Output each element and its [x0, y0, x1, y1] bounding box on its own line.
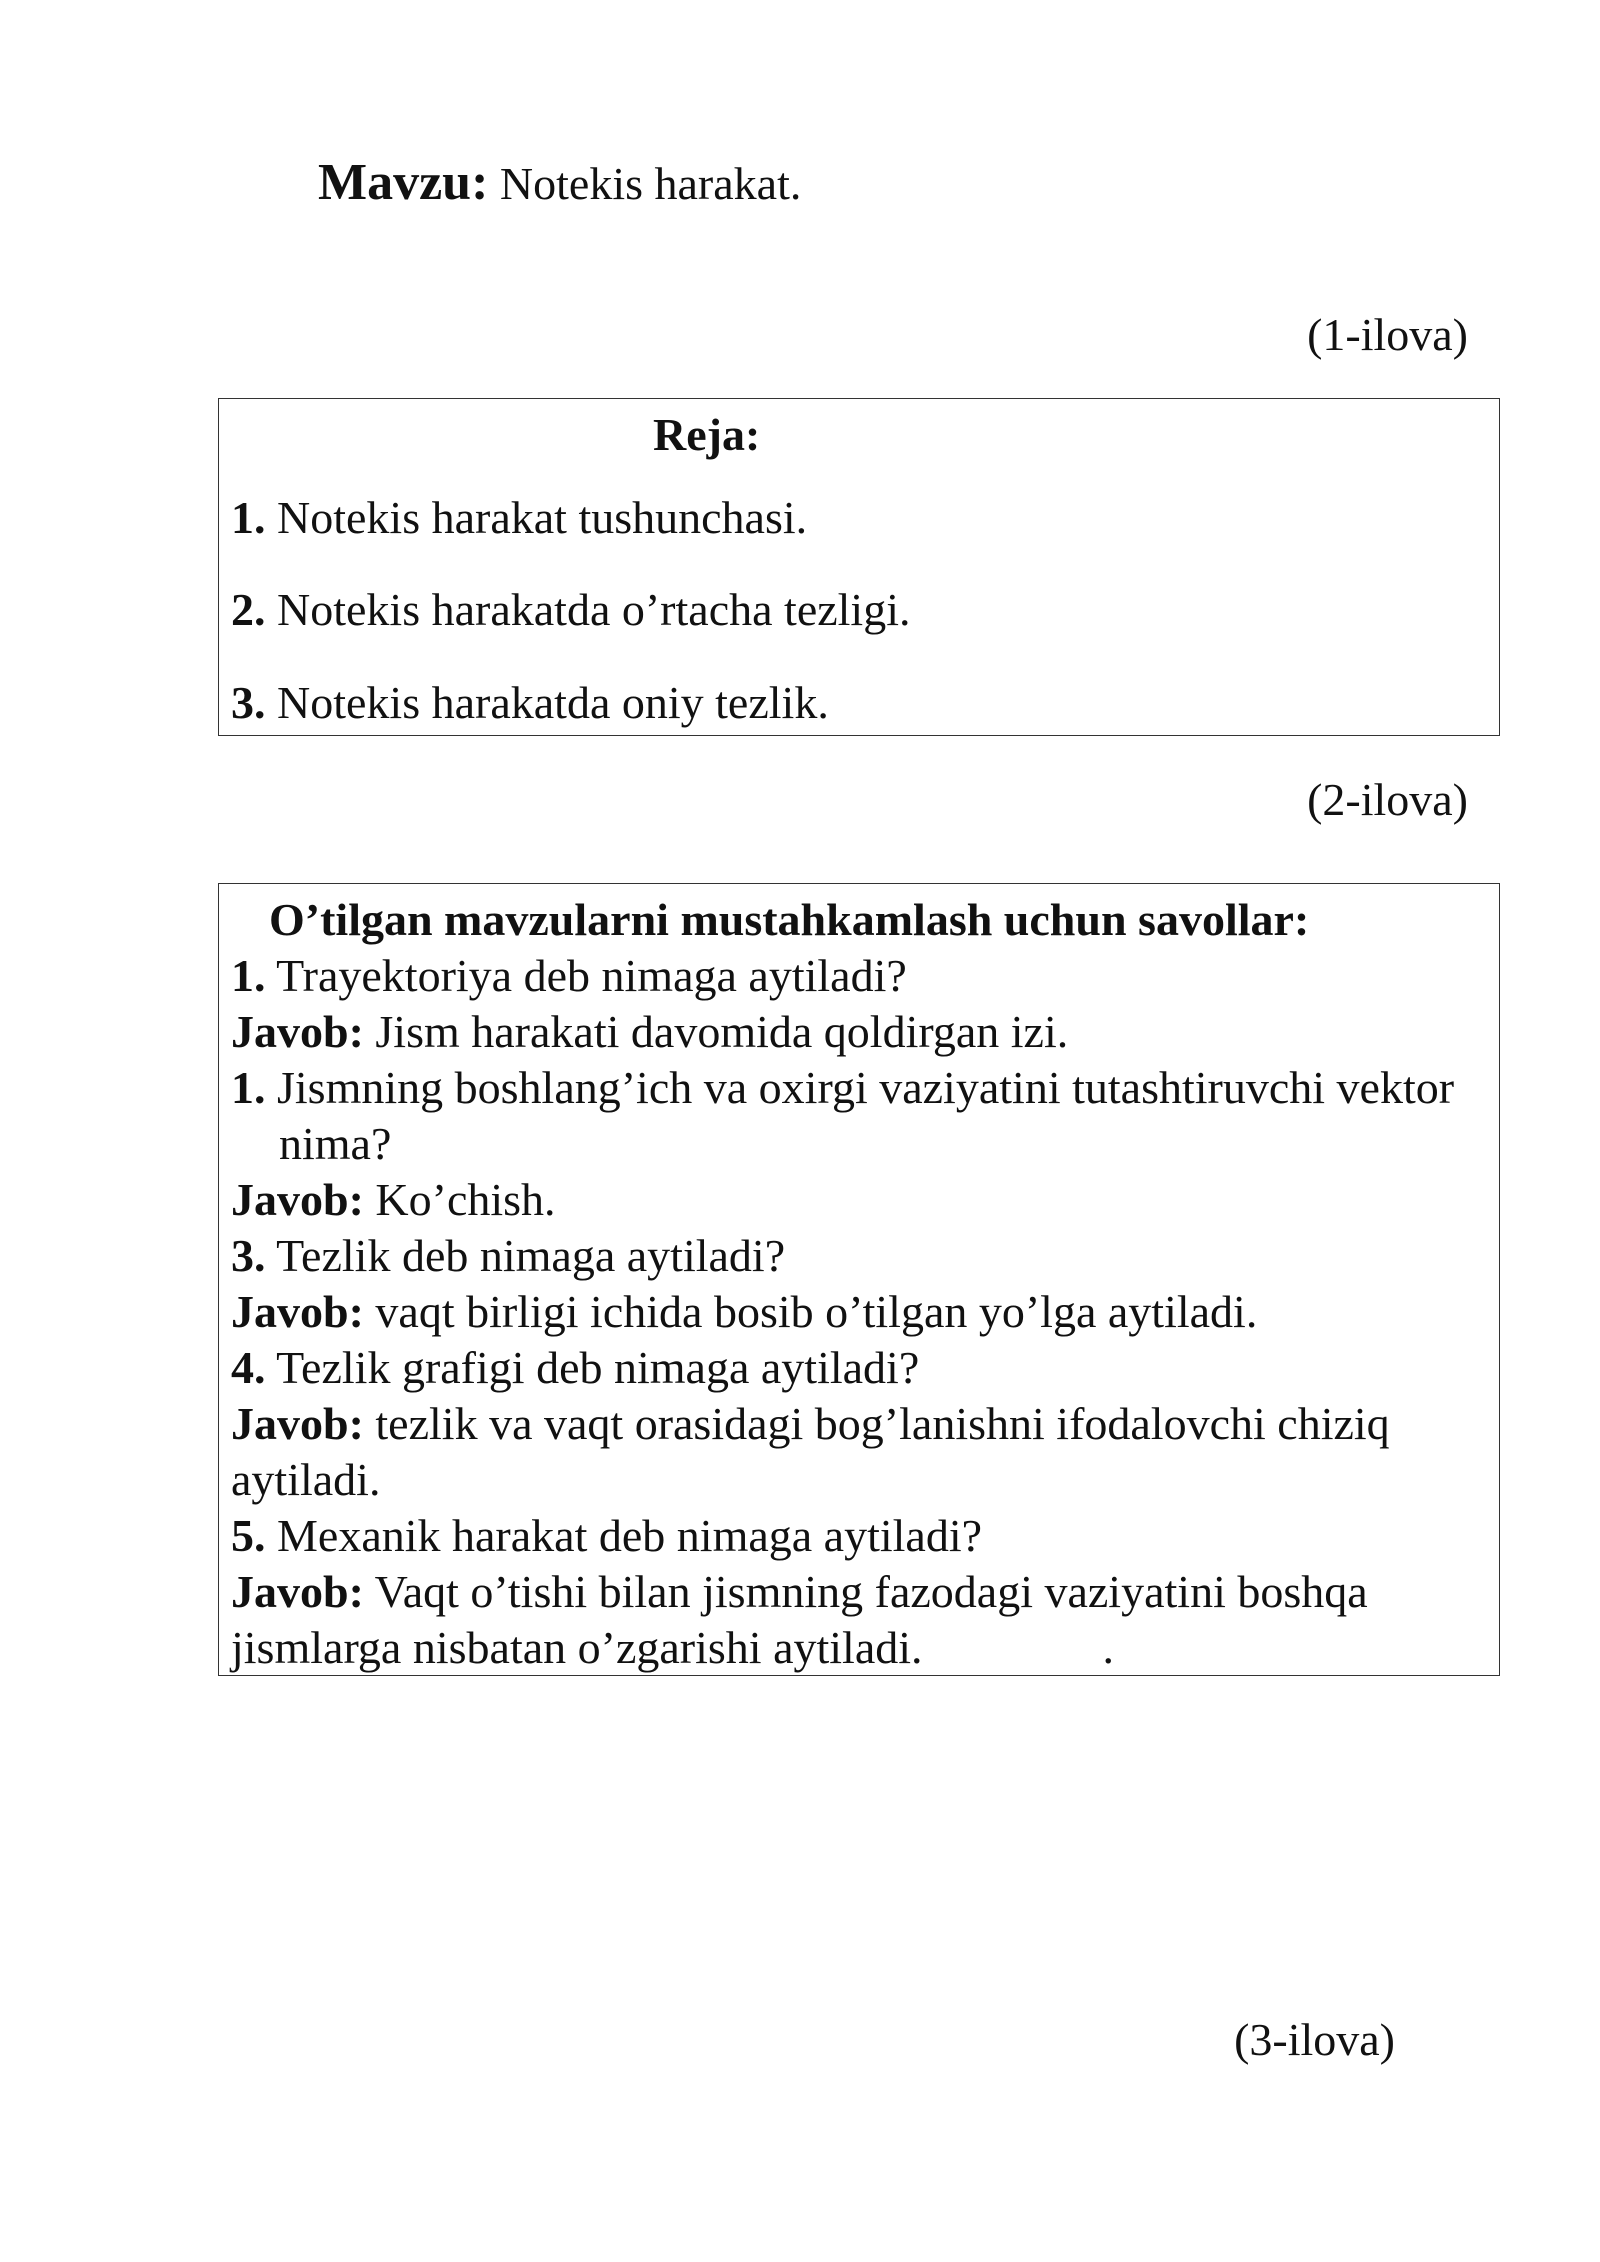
- appendix-label-1: (1-ilova): [1307, 309, 1468, 360]
- questions-heading: O’tilgan mavzularni mustahkamlash uchun savollar:: [269, 894, 1310, 945]
- plan-item-number: 3.: [231, 676, 266, 728]
- title-text: Notekis harakat.: [488, 158, 802, 209]
- plan-item-text: Notekis harakatda o’rtacha tezligi.: [265, 584, 911, 636]
- question-number: 4.: [231, 1342, 266, 1393]
- question-line: [231, 948, 1489, 1004]
- answer-text: tezlik va vaqt orasidagi bog’lanishni ifodalovchi chiziq aytiladi.: [231, 1398, 1390, 1505]
- answer-line: [231, 1172, 1489, 1228]
- question-line: [231, 1340, 1489, 1396]
- question-number: 3.: [231, 1230, 266, 1281]
- plan-box: [218, 398, 1500, 736]
- question-text: Tezlik grafigi deb nimaga aytiladi?: [265, 1342, 920, 1393]
- answer-text: Vaqt o’tishi bilan jismning fazodagi vaziyatini boshqa jismlarga nisbatan o’zgarishi aytiladi.: [231, 1566, 1368, 1673]
- answer-line: [231, 1564, 1489, 1676]
- page-title: [318, 152, 801, 214]
- answer-label: Javob:: [231, 1006, 364, 1057]
- question-number: 1.: [231, 950, 266, 1001]
- plan-item: [231, 675, 1489, 730]
- question-line: [231, 1060, 1489, 1172]
- question-line: [231, 1228, 1489, 1284]
- answer-text: Jism harakati davomida qoldirgan izi.: [363, 1006, 1069, 1057]
- answer-line: [231, 1004, 1489, 1060]
- question-text: Tezlik deb nimaga aytiladi?: [265, 1230, 786, 1281]
- plan-item: [231, 582, 1489, 637]
- answer-label: Javob:: [231, 1398, 364, 1449]
- answer-label: Javob:: [231, 1286, 364, 1337]
- question-text: Jismning boshlang’ich va oxirgi vaziyatini tutashtiruvchi vektor nima?: [265, 1062, 1455, 1169]
- answer-label: Javob:: [231, 1174, 364, 1225]
- answer-text: Ko’chish.: [363, 1174, 556, 1225]
- question-line: [231, 1508, 1489, 1564]
- answer-text: vaqt birligi ichida bosib o’tilgan yo’lga aytiladi.: [363, 1286, 1258, 1337]
- appendix-label-3: (3-ilova): [1234, 2014, 1395, 2065]
- plan-item-number: 2.: [231, 584, 266, 636]
- questions-box: [218, 883, 1500, 1676]
- trailing-dot: .: [1102, 1622, 1115, 1673]
- question-number: 5.: [231, 1510, 266, 1561]
- plan-heading: Reja:: [653, 409, 761, 460]
- question-text: Mexanik harakat deb nimaga aytiladi?: [265, 1510, 983, 1561]
- plan-item-text: Notekis harakatda oniy tezlik.: [265, 676, 829, 728]
- answer-label: Javob:: [231, 1566, 364, 1617]
- plan-item: [231, 490, 1489, 545]
- question-number: 1.: [231, 1062, 266, 1113]
- plan-item-number: 1.: [231, 492, 266, 544]
- answer-line: [231, 1396, 1489, 1508]
- question-text: Trayektoriya deb nimaga aytiladi?: [265, 950, 907, 1001]
- appendix-label-2: (2-ilova): [1307, 774, 1468, 825]
- title-label: Mavzu:: [318, 154, 489, 211]
- answer-line: [231, 1284, 1489, 1340]
- plan-item-text: Notekis harakat tushunchasi.: [265, 492, 808, 544]
